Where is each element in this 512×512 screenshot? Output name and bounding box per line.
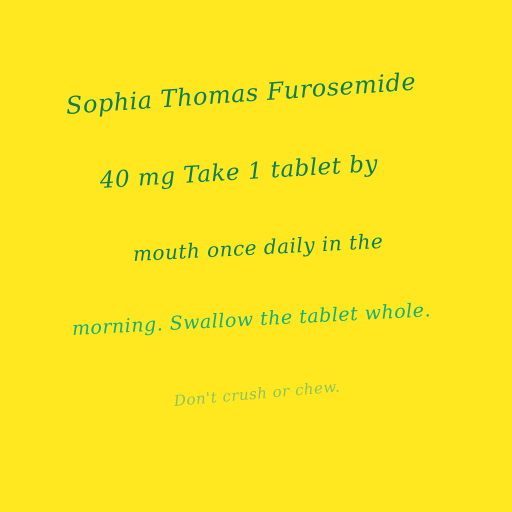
note-line-1: Sophia Thomas Furosemide (65, 67, 417, 120)
note-line-2: 40 mg Take 1 tablet by (99, 151, 379, 194)
note-line-3: mouth once daily in the (132, 228, 384, 266)
note-line-5: Don't crush or chew. (173, 377, 341, 410)
note-line-4: morning. Swallow the tablet whole. (71, 299, 432, 340)
